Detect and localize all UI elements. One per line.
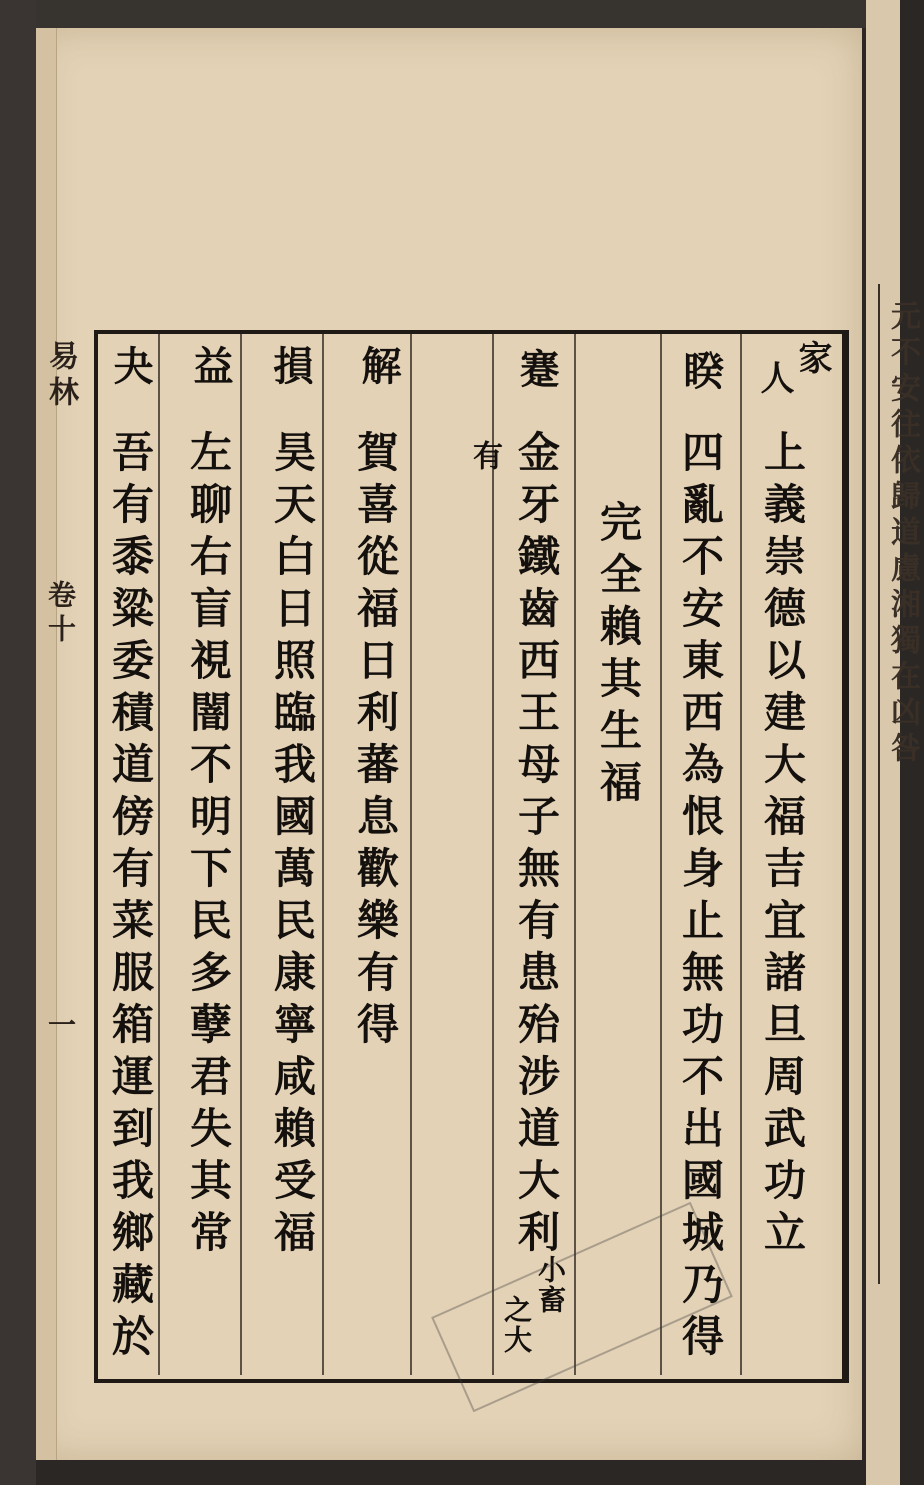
adjacent-page-fragment bbox=[866, 0, 920, 1485]
hexagram-heading: 解 bbox=[355, 345, 402, 385]
hexagram-heading: 蹇 bbox=[513, 348, 560, 388]
column-rule bbox=[492, 334, 494, 1375]
adjacent-page-text: 元不安往依歸道慮湘獨在凶咎 bbox=[885, 300, 920, 768]
scan-background-left bbox=[0, 0, 36, 1485]
column-rule bbox=[240, 334, 242, 1375]
verse-text: 吾有黍粱委積道傍有菜服箱運到我鄉藏於 bbox=[106, 430, 155, 1366]
column-rule bbox=[574, 334, 576, 1375]
hexagram-heading: 益 bbox=[187, 345, 234, 385]
hexagram-heading: 家 bbox=[792, 340, 832, 374]
hexagram-heading: 人 bbox=[754, 360, 794, 394]
hexagram-heading: 睽 bbox=[677, 350, 724, 390]
column-rule bbox=[410, 334, 412, 1375]
annotation-note: 小畜 bbox=[534, 1255, 567, 1315]
margin-page-number: 一 bbox=[44, 1010, 77, 1044]
verse-text: 金牙鐵齒西王母子無有患殆涉道大利 bbox=[512, 430, 561, 1262]
hexagram-heading: 損 bbox=[267, 345, 314, 385]
margin-title: 易林 bbox=[43, 340, 78, 412]
scan-background-top bbox=[0, 0, 900, 28]
margin-volume: 卷十 bbox=[44, 580, 77, 648]
verse-text: 左聊右盲視闇不明下民多孽君失其常 bbox=[184, 430, 233, 1262]
hexagram-heading: 夬 bbox=[107, 345, 154, 385]
annotation-note: 之大 bbox=[500, 1295, 533, 1355]
verse-text: 上義崇德以建大福吉宜諸旦周武功立 bbox=[758, 430, 807, 1262]
verse-text: 完全賴其生福 bbox=[594, 500, 643, 812]
verse-text: 有 bbox=[467, 440, 502, 472]
verse-text: 賀喜從福日利蕃息歡樂有得 bbox=[351, 430, 400, 1054]
verse-text: 昊天白日照臨我國萬民康寧咸賴受福 bbox=[268, 430, 317, 1262]
page-fold-edge bbox=[36, 28, 57, 1460]
column-rule bbox=[322, 334, 324, 1375]
column-rule bbox=[740, 334, 742, 1375]
verse-text: 四亂不安東西為恨身止無功不出國城乃得 bbox=[676, 430, 725, 1366]
